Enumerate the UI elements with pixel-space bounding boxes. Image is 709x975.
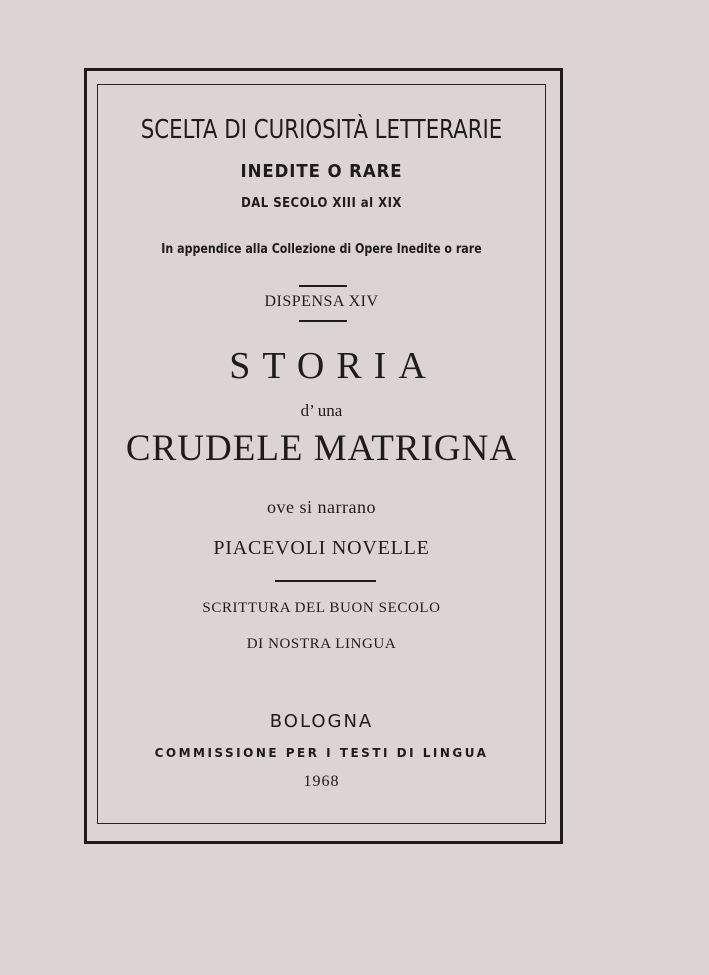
divider-below-issue [299,320,347,322]
publication-year: 1968 [303,773,340,790]
series-title: SCELTA DI CURIOSITÀ LETTERARIE [140,115,503,145]
series-period: DAL SECOLO XIII al XIX [241,196,402,211]
book-title-main: STORIA [229,345,438,387]
description-line-1: SCRITTURA DEL BUON SECOLO [202,600,441,616]
appendix-note: In appendice alla Collezione di Opere Inedite o rare [161,242,482,257]
divider-below-subtitle [275,580,376,582]
publication-city: BOLOGNA [269,711,374,732]
description-line-2: DI NOSTRA LINGUA [246,636,397,652]
divider-above-issue [299,285,347,287]
series-subtitle: INEDITE O RARE [240,161,403,182]
issue-number: DISPENSA XIV [264,293,379,310]
book-title-connector: d’ una [300,401,343,420]
subtitle-main: PIACEVOLI NOVELLE [213,537,430,559]
publisher-name: COMMISSIONE PER I TESTI DI LINGUA [154,746,489,760]
book-title-second: CRUDELE MATRIGNA [125,428,518,469]
subtitle-intro: ove si narrano [267,497,376,517]
